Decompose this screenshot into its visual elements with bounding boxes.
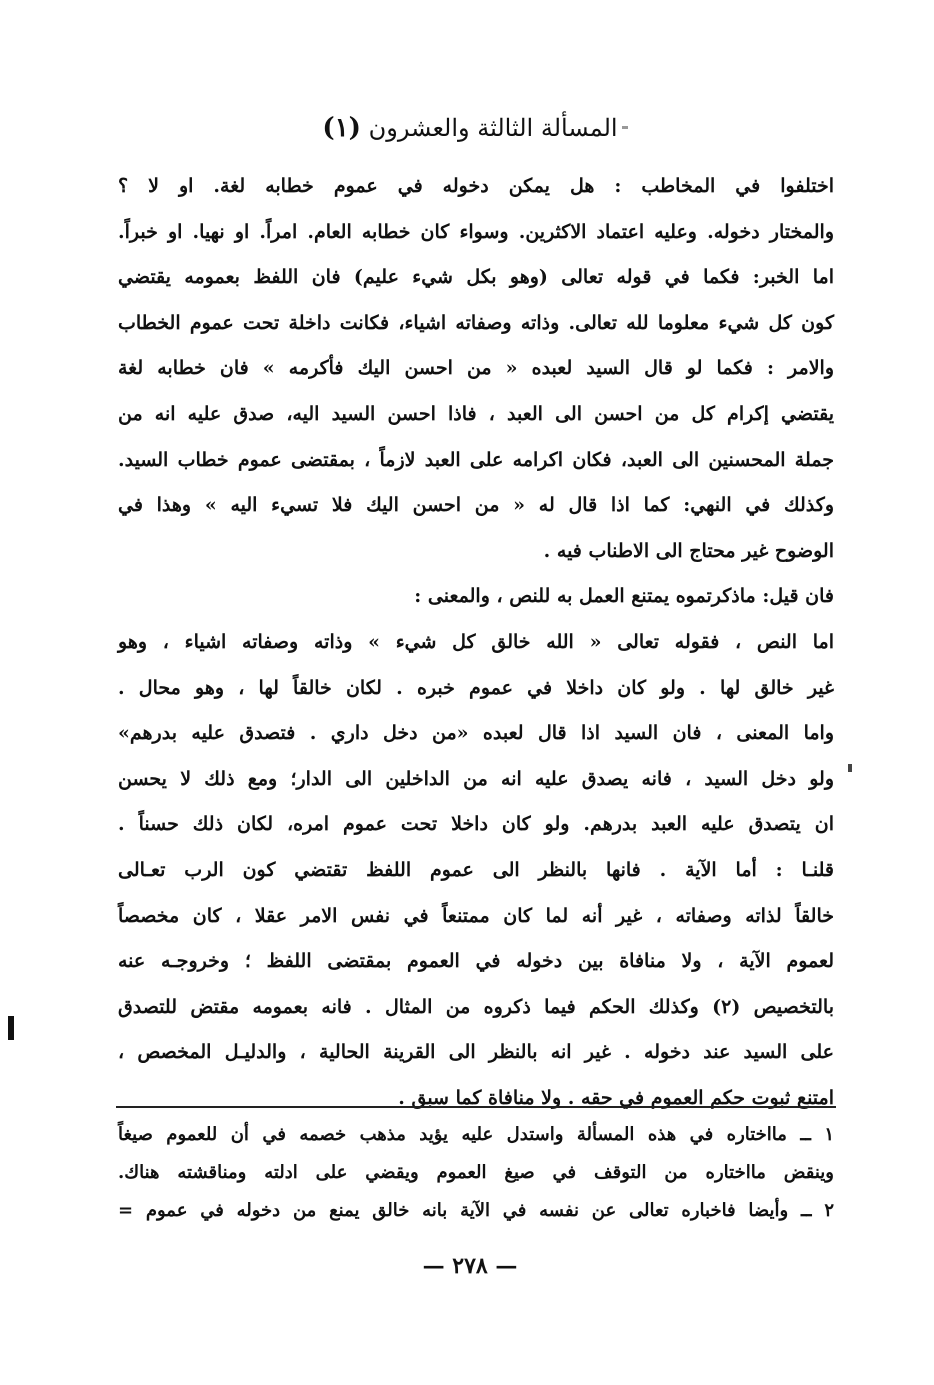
print-speck <box>622 126 628 129</box>
footnote-line: وينقض مااختاره من التوقف في صيغ العموم ويقضي على ادلته ومناقشته هناك. <box>118 1162 834 1183</box>
text-line: بالتخصيص (٢) وكذلك الحكم فيما ذكروه من المثال . فانه بعمومه مقتض للتصدق <box>118 995 834 1018</box>
text-line: وكذلك في النهي: كما اذا قال له « من احسن اليك فلا تسيء اليه » وهذا في <box>118 494 834 517</box>
text-line: ولو دخل السيد ، فانه يصدق عليه انه من الداخلين الى الدار؛ ومع ذلك لا يحسن <box>118 767 834 790</box>
text-line: واما المعنى ، فان السيد اذا قال لعبده «من دخل داري . فتصدق عليه بدرهم» <box>118 722 834 745</box>
text-line: اما الخبر: فكما في قوله تعالى (وهو بكل شيء عليم) فان اللفظ بعمومه يقتضي <box>118 266 834 289</box>
footnote-line: ٢ ــ وأيضا فاخباره تعالى عن نفسه في الآية بانه خالق يمنع من دخوله في عموم = <box>118 1200 834 1221</box>
text-line: والمختار دخوله. وعليه اعتماد الاكثرين. وسواء كان خطابه العام. امراً. او نهيا. او خبراً. <box>118 220 834 243</box>
page-number: — ٢٧٨ — <box>422 1253 518 1279</box>
text-line: الوضوح غير محتاج الى الاطناب فيه . <box>543 539 834 562</box>
scan-margin-mark <box>8 1016 14 1040</box>
text-line: جملة المحسنين الى العبد، فكان اكرامه على العبد لازماً ، بمقتضى عموم خطاب السيد. <box>118 448 834 471</box>
text-line: قلنـا : أما الآية . فانها بالنظر الى عموم اللفظ تقتضي كون الرب تعـالى <box>118 858 834 881</box>
heading-footnote-ref: (١) <box>322 113 361 143</box>
footnote-line: ١ ــ مااختاره في هذه المسألة واستدل عليه يؤيد مذهب خصمه في أن للعموم صيغاً <box>118 1124 834 1145</box>
footnote-divider <box>116 1106 836 1108</box>
text-line: ان يتصدق عليه العبد بدرهم. ولو كان داخلا تحت عموم امره، لكان ذلك حسناً . <box>118 813 834 836</box>
text-line: خالقاً لذاته وصفاته ، غير أنه لما كان ممتنعاً في نفس الامر عقلا ، كان مخصصاً <box>118 904 834 927</box>
text-line: اختلفوا في المخاطب : هل يمكن دخوله في عموم خطابه لغة. او لا ؟ <box>118 175 834 197</box>
text-line: يقتضي إكرام كل من احسن الى العبد ، فاذا احسن السيد اليه، صدق عليه انه من <box>118 402 834 425</box>
scan-speck <box>848 764 852 772</box>
heading-title: المسألة الثالثة والعشرون <box>368 114 618 142</box>
text-line: غير خالق لها . ولو كان داخلا في عموم خبره . لكان خالقاً لها ، وهو محال . <box>118 676 834 699</box>
text-line: فان قيل: ماذكرتموه يمتنع العمل به للنص ، والمعنى : <box>414 585 834 608</box>
text-line: على السيد عند دخوله . غير انه بالنظر الى القرينة الحالية ، والدليـل المخصص ، <box>118 1041 834 1064</box>
section-heading <box>320 110 620 146</box>
text-line: والامر : فكما لو قال السيد لعبده « من احسن اليك فأكرمه » فان خطابه لغة <box>118 357 834 380</box>
text-line: اما النص ، فقوله تعالى « الله خالق كل شيء » وذاته وصفاته اشياء ، وهو <box>118 630 834 653</box>
text-line: كون كل شيء معلوما لله تعالى. وذاته وصفاته اشياء، فكانت داخلة تحت عموم الخطاب <box>118 311 834 334</box>
footnotes <box>118 1116 834 1230</box>
main-text <box>118 164 834 1121</box>
text-line: امتنع ثبوت حكم العموم في حقه . ولا منافاة كما سبق . <box>398 1086 834 1109</box>
text-line: لعموم الآية ، ولا منافاة بين دخوله في العموم بمقتضى اللفظ ؛ وخروجـه عنه <box>118 950 834 973</box>
